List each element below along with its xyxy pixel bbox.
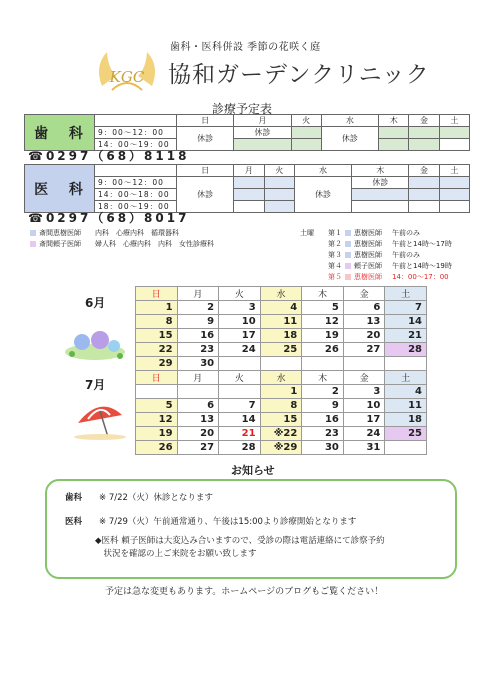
notice-note: ◆医科 頼子医師は大変込み合いますので、受診の際は電話連絡にて診察予約 状況を確認の上ご来院をお願い致します [95, 536, 385, 559]
weekday-header: 水 [321, 115, 378, 127]
doctor-name: 恵樹医師 [354, 251, 382, 259]
legend-swatch [345, 230, 351, 236]
calendar-day: 15 [136, 329, 178, 343]
calendar-day [343, 357, 385, 371]
week-label: 第１ [328, 229, 342, 237]
calendar-day: 18 [260, 329, 302, 343]
hours: 午前と14時～17時 [392, 240, 452, 248]
calendar-day [385, 441, 427, 455]
calendar-day: 20 [177, 427, 219, 441]
closed-label: 休診 [177, 127, 234, 151]
legend-swatch [30, 230, 36, 236]
calendar-day: 4 [260, 301, 302, 315]
hours: 午前のみ [392, 251, 420, 259]
medical-phone: ☎0297（68）8017 [28, 211, 190, 225]
medical-label: 医 科 [25, 165, 95, 213]
calendar-day: 10 [219, 315, 261, 329]
week-label: 第４ [328, 262, 342, 270]
time-slot: 9：00～12：00 [95, 127, 177, 139]
doctor-name: 頼子医師 [354, 262, 382, 270]
calendar-day: 9 [177, 315, 219, 329]
notice-medical-label: 医科 [65, 517, 83, 527]
calendar-day: 20 [343, 329, 385, 343]
weekday-header: 土 [439, 165, 469, 177]
calendar-weekday: 日 [136, 287, 178, 301]
calendar-day: 26 [136, 441, 178, 455]
calendar-day: 19 [302, 329, 344, 343]
calendar-day: 16 [302, 413, 344, 427]
weekday-header: 日 [177, 115, 234, 127]
closed-label: 休診 [294, 177, 351, 213]
calendar-weekday: 金 [343, 287, 385, 301]
calendar-day: 25 [385, 427, 427, 441]
calendar-day: 6 [343, 301, 385, 315]
legend-swatch [345, 263, 351, 269]
calendar-day: 30 [302, 441, 344, 455]
calendar-day: 15 [260, 413, 302, 427]
weekday-header: 日 [177, 165, 234, 177]
calendar-june [135, 286, 427, 371]
saturday-schedule [328, 228, 452, 283]
notice-dental-text: ※ 7/22（火）休診となります [99, 493, 213, 503]
calendar-july [135, 370, 427, 455]
schedule-title: 診療予定表 [212, 102, 273, 116]
weekday-header: 金 [409, 115, 439, 127]
calendar-day: 8 [260, 399, 302, 413]
doctor-row: 斎間恵樹医師 内科 心療内科 循環器科 [30, 228, 214, 239]
time-slot: 9：00～12：00 [95, 177, 177, 189]
weekday-header: 土 [439, 115, 469, 127]
doctor-name: 恵樹医師 [354, 240, 382, 248]
dental-phone: ☎0297（68）8118 [28, 149, 190, 163]
calendar-day: 16 [177, 329, 219, 343]
weekday-header: 火 [291, 115, 321, 127]
calendar-day: 27 [177, 441, 219, 455]
calendar-day: 8 [136, 315, 178, 329]
calendar-day: 5 [136, 399, 178, 413]
weekday-header: 水 [294, 165, 351, 177]
hours: 14：00～17：00 [392, 273, 449, 281]
clinic-logo [92, 46, 162, 96]
calendar-day: 14 [385, 315, 427, 329]
week-label: 第５ [328, 273, 342, 281]
notice-box [45, 479, 457, 579]
time-slot: 18：00～19：00 [95, 201, 177, 213]
calendar-day: 12 [302, 315, 344, 329]
legend-swatch [345, 241, 351, 247]
calendar-day: 18 [385, 413, 427, 427]
weekday-header: 月 [234, 165, 264, 177]
saturday-row [328, 250, 452, 261]
hours: 午前のみ [392, 229, 420, 237]
calendar-weekday: 土 [385, 371, 427, 385]
notice-dental-label: 歯科 [65, 493, 83, 503]
calendar-day: 21 [219, 427, 261, 441]
calendar-weekday: 金 [343, 371, 385, 385]
doctor-name: 恵樹医師 [354, 229, 382, 237]
notice-medical-text: ※ 7/29（火）午前通常通り、午後は15:00より診療開始となります [99, 517, 357, 527]
calendar-day: 17 [219, 329, 261, 343]
calendar-day: 13 [177, 413, 219, 427]
calendar-day: 28 [219, 441, 261, 455]
calendar-weekday: 火 [219, 287, 261, 301]
time-slot: 14：00～18：00 [95, 189, 177, 201]
calendar-day: 6 [177, 399, 219, 413]
time-slot: 14：00～19：00 [95, 139, 177, 151]
week-label: 第２ [328, 240, 342, 248]
calendar-day: 10 [343, 399, 385, 413]
calendar-day [385, 357, 427, 371]
calendar-day [302, 357, 344, 371]
closed-label: 休診 [177, 177, 234, 213]
beach-umbrella-illustration [70, 395, 130, 440]
calendar-day [260, 357, 302, 371]
dental-label: 歯 科 [25, 115, 95, 151]
calendar-day: 27 [343, 343, 385, 357]
calendar-day: 21 [385, 329, 427, 343]
calendar-day: 24 [219, 343, 261, 357]
calendar-day: 23 [302, 427, 344, 441]
calendar-day: 12 [136, 413, 178, 427]
calendar-weekday: 水 [260, 371, 302, 385]
doctor-list [30, 228, 214, 250]
closed-label: 休診 [321, 127, 378, 151]
calendar-day: 1 [260, 385, 302, 399]
calendar-weekday: 土 [385, 287, 427, 301]
calendar-day: ※29 [260, 441, 302, 455]
calendar-day: 25 [260, 343, 302, 357]
calendar-weekday: 日 [136, 371, 178, 385]
calendar-day: 7 [219, 399, 261, 413]
closed-label: 休診 [234, 127, 291, 139]
calendar-weekday: 月 [177, 371, 219, 385]
calendar-day: 14 [219, 413, 261, 427]
calendar-day: 13 [343, 315, 385, 329]
saturday-row [328, 239, 452, 250]
calendar-day: 31 [343, 441, 385, 455]
calendar-day: 2 [302, 385, 344, 399]
calendar-day: 11 [260, 315, 302, 329]
calendar-day: 29 [136, 357, 178, 371]
legend-swatch [345, 252, 351, 258]
month-label: 6月 [85, 296, 106, 310]
calendar-day [219, 357, 261, 371]
medical-schedule-table [24, 164, 470, 213]
calendar-day: 22 [136, 343, 178, 357]
saturday-row [328, 228, 452, 239]
calendar-weekday: 月 [177, 287, 219, 301]
calendar-day: 3 [343, 385, 385, 399]
calendar-weekday: 木 [302, 371, 344, 385]
saturday-row [328, 261, 452, 272]
calendar-weekday: 火 [219, 371, 261, 385]
calendar-day [177, 385, 219, 399]
calendar-day: 26 [302, 343, 344, 357]
calendar-day: 24 [343, 427, 385, 441]
calendar-day: ※22 [260, 427, 302, 441]
svg-text:KGC: KGC [109, 68, 145, 86]
weekday-header: 金 [409, 165, 439, 177]
calendar-weekday: 水 [260, 287, 302, 301]
clinic-name: 協和ガーデンクリニック [168, 62, 430, 88]
legend-swatch [30, 241, 36, 247]
calendar-day: 23 [177, 343, 219, 357]
calendar-day: 28 [385, 343, 427, 357]
notice-title: お知らせ [231, 464, 275, 477]
calendar-day: 30 [177, 357, 219, 371]
calendar-day: 11 [385, 399, 427, 413]
closed-label: 休診 [352, 177, 409, 189]
calendar-day: 5 [302, 301, 344, 315]
hours: 午前と14時～19時 [392, 262, 452, 270]
calendar-day [219, 385, 261, 399]
doctor-name: 恵樹医師 [354, 273, 382, 281]
weekday-header: 木 [379, 115, 409, 127]
calendar-day: 4 [385, 385, 427, 399]
saturday-row [328, 272, 452, 283]
month-label: 7月 [85, 378, 106, 392]
weekday-header: 火 [264, 165, 294, 177]
footer-note: 予定は急な変更もあります。ホームページのブログもご覧ください！ [105, 587, 384, 597]
dental-schedule-table [24, 114, 470, 151]
calendar-day: 1 [136, 301, 178, 315]
hydrangea-illustration [60, 318, 130, 368]
calendar-day [136, 385, 178, 399]
calendar-day: 7 [385, 301, 427, 315]
calendar-day: 2 [177, 301, 219, 315]
saturday-label: 土曜 [300, 229, 314, 237]
week-label: 第３ [328, 251, 342, 259]
calendar-day: 17 [343, 413, 385, 427]
calendar-weekday: 木 [302, 287, 344, 301]
weekday-header: 木 [352, 165, 409, 177]
legend-swatch [345, 274, 351, 280]
clinic-subtitle: 歯科・医科併設 季節の花咲く庭 [170, 42, 321, 53]
calendar-day: 9 [302, 399, 344, 413]
calendar-day: 3 [219, 301, 261, 315]
weekday-header: 月 [234, 115, 291, 127]
calendar-day: 19 [136, 427, 178, 441]
doctor-row: 斎間頼子医師 婦人科 心療内科 内科 女性診療科 [30, 239, 214, 250]
